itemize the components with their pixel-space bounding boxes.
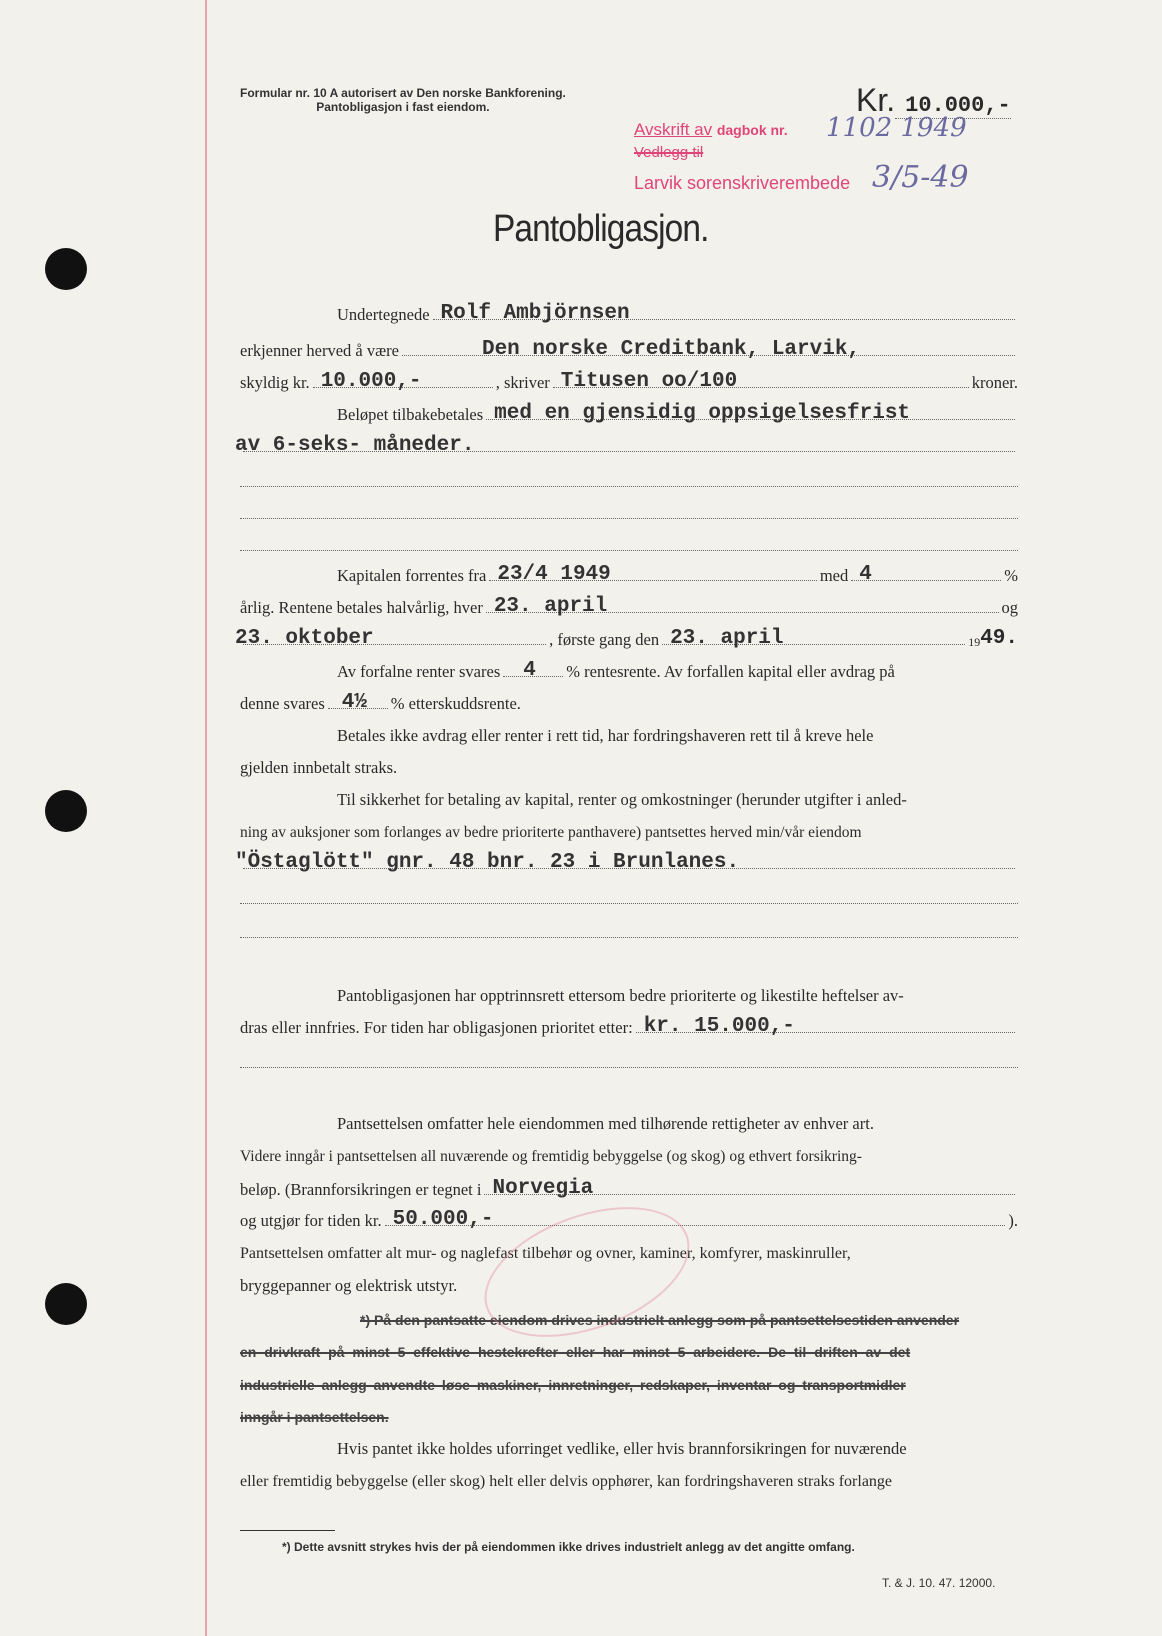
label: dras eller innfries. For tiden har obligasjonen prioritet etter: bbox=[240, 1018, 633, 1037]
label: skyldig kr. bbox=[240, 373, 310, 392]
interest-rate: 4 bbox=[859, 563, 872, 586]
stamp-text: Vedlegg til bbox=[634, 144, 704, 161]
property-description: "Östaglött" gnr. 48 bnr. 23 i Brunlanes. bbox=[235, 851, 740, 874]
paragraph-line: bryggepanner og elektrisk utstyr. bbox=[240, 1276, 458, 1295]
repayment-terms: med en gjensidig oppsigelsesfrist bbox=[494, 402, 911, 425]
paragraph-line: Til sikkerhet for betaling av kapital, renter og omkostninger (herunder utgifter i anled- bbox=[337, 790, 907, 809]
paragraph-line: Hvis pantet ikke holdes uforringet vedlike, eller hvis brannforsikringen for nuværende bbox=[337, 1439, 907, 1458]
margin-line bbox=[205, 0, 207, 1636]
paragraph-line: Pantsettelsen omfatter hele eiendommen med tilhørende rettigheter av enhver art. bbox=[337, 1114, 874, 1133]
form-line: Formular nr. 10 A autorisert av Den norske Bankforening. bbox=[240, 86, 566, 100]
label: , første gang den bbox=[549, 630, 660, 649]
paragraph-line: ning av auksjoner som forlanges av bedre prioriterte panthavere) pantsettes herved min/vår eiendom bbox=[240, 824, 862, 841]
form-header bbox=[240, 86, 566, 114]
form-line: Pantobligasjon i fast eiendom. bbox=[316, 100, 490, 114]
punch-hole bbox=[45, 1283, 87, 1325]
prior-encumbrance: kr. 15.000,- bbox=[643, 1015, 795, 1038]
compound-rate: 4 bbox=[523, 659, 536, 682]
label: erkjenner herved å være bbox=[240, 341, 399, 360]
label: kroner. bbox=[971, 373, 1018, 392]
label: , skriver bbox=[495, 373, 550, 392]
stamp-text: Avskrift av bbox=[634, 120, 713, 139]
label: Kapitalen forrentes fra bbox=[337, 566, 487, 585]
handwritten-date: 3/5-49 bbox=[872, 160, 969, 195]
punch-hole bbox=[45, 790, 87, 832]
label: og bbox=[1001, 598, 1018, 617]
struck-paragraph-line: en drivkraft på minst 5 effektive hestekrefter eller har minst 5 arbeidere. De til driften av det bbox=[240, 1344, 911, 1360]
handwritten-year: 1949 bbox=[900, 113, 967, 143]
label: ). bbox=[1008, 1211, 1018, 1230]
footnote-rule bbox=[240, 1530, 335, 1531]
late-interest-rate: 4½ bbox=[341, 691, 367, 714]
label: denne svares bbox=[240, 694, 325, 713]
handwritten-number: 1102 bbox=[826, 113, 893, 143]
paragraph-line: Videre inngår i pantsettelsen all nuværende og fremtidig bebyggelse (og skog) og ethvert forsikring- bbox=[240, 1148, 862, 1165]
footnote: *) Dette avsnitt strykes hvis der på eiendommen ikke drives industrielt anlegg av det angitte omfang. bbox=[282, 1540, 855, 1554]
paragraph-line: gjelden innbetalt straks. bbox=[240, 758, 398, 777]
label: % etterskuddsrente. bbox=[390, 694, 521, 713]
paragraph-line: Pantobligasjonen har opptrinnsrett ettersom bedre prioriterte og likestilte heftelser av- bbox=[337, 986, 904, 1005]
label: med bbox=[819, 566, 849, 585]
paragraph-line: eller fremtidig bebyggelse (eller skog) helt eller delvis opphører, kan fordringshaveren straks forlange bbox=[240, 1473, 893, 1490]
label: årlig. Rentene betales halvårlig, hver bbox=[240, 598, 483, 617]
struck-paragraph-line: industrielle anlegg anvendte løse maskiner, innretninger, redskaper, inventar og transportmidler bbox=[240, 1377, 906, 1393]
amount-in-words: Titusen oo/100 bbox=[560, 370, 738, 393]
label: Av forfalne renter svares bbox=[337, 662, 501, 681]
struck-paragraph-line: *) På den pantsatte eiendom drives industrielt anlegg som på pantsettelsestiden anvender bbox=[360, 1312, 960, 1328]
label: Beløpet tilbakebetales bbox=[337, 405, 484, 424]
debt-amount: 10.000,- bbox=[320, 370, 422, 393]
interest-start-date: 23/4 1949 bbox=[497, 563, 611, 586]
debtor-name: Rolf Ambjörnsen bbox=[440, 302, 630, 325]
stamp-text: dagbok nr. bbox=[716, 122, 788, 138]
insured-amount: 50.000,- bbox=[392, 1208, 494, 1231]
payment-date: 23. april bbox=[493, 595, 608, 618]
label: beløp. (Brannforsikringen er tegnet i bbox=[240, 1180, 482, 1199]
paragraph-line: Pantsettelsen omfatter alt mur- og naglefast tilbehør og ovner, kaminer, komfyrer, maskinruller, bbox=[240, 1245, 851, 1262]
creditor-name: Den norske Creditbank, Larvik, bbox=[481, 338, 861, 361]
first-payment-year: 49. bbox=[980, 627, 1018, 650]
stamp-office: Larvik sorenskriverembede bbox=[634, 173, 851, 193]
payment-date: 23. oktober bbox=[235, 627, 374, 650]
document-title: Pantobligasjon. bbox=[493, 208, 709, 250]
kr-amount: Kr. 10.000,- bbox=[856, 82, 1011, 118]
label: og utgjør for tiden kr. bbox=[240, 1211, 382, 1230]
label: 19 bbox=[968, 635, 981, 649]
paragraph-line: Betales ikke avdrag eller renter i rett tid, har fordringshaveren rett til å kreve hele bbox=[337, 726, 874, 745]
insurance-company: Norvegia bbox=[492, 1177, 594, 1200]
printer-mark: T. & J. 10. 47. 12000. bbox=[882, 1576, 996, 1590]
label: Undertegnede bbox=[337, 305, 430, 324]
label: % rentesrente. Av forfallen kapital eller avdrag på bbox=[566, 662, 895, 681]
struck-paragraph-line: inngår i pantsettelsen. bbox=[240, 1409, 389, 1425]
first-payment-date: 23. april bbox=[670, 627, 784, 650]
punch-hole bbox=[45, 248, 87, 290]
label: % bbox=[1004, 566, 1018, 585]
repayment-terms: av 6-seks- måneder. bbox=[235, 434, 475, 457]
